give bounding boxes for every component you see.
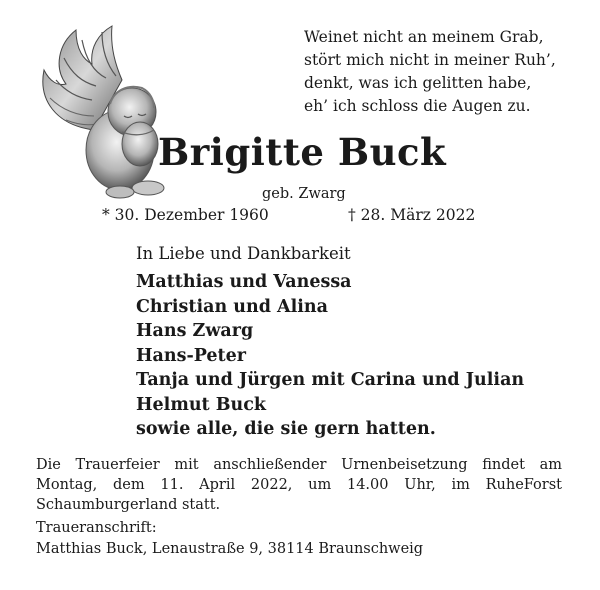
poem: [304, 26, 584, 118]
mourners-list: [136, 270, 524, 442]
mourner-entry: Helmut Buck: [136, 394, 267, 415]
funeral-notice: Die Trauerfeier mit anschließender Urnenbeisetzung findet am Montag, dem 11. April 2022, um 14.00 Uhr, im RuheForst Schaumburgerland statt.: [36, 457, 562, 513]
poem-line: stört mich nicht in meiner Ruh’,: [304, 51, 556, 69]
sleeping-angel-icon: [36, 20, 168, 210]
mourner-entry: Hans-Peter: [136, 345, 246, 366]
birth-name: geb. Zwarg: [262, 186, 346, 202]
mourner-entry: Christian und Alina: [136, 296, 328, 317]
mourner-entry: Hans Zwarg: [136, 321, 254, 341]
birth-date: * 30. Dezember 1960: [102, 206, 269, 224]
mourning-address: Matthias Buck, Lenaustraße 9, 38114 Braunschweig: [36, 541, 424, 557]
poem-line: eh’ ich schloss die Augen zu.: [304, 97, 531, 115]
dedication: In Liebe und Dankbarkeit: [136, 244, 351, 263]
mourner-entry: Tanja und Jürgen mit Carina und Julian: [136, 370, 525, 390]
deceased-name: Brigitte Buck: [158, 130, 447, 174]
poem-line: denkt, was ich gelitten habe,: [304, 74, 532, 92]
mourner-entry: Matthias und Vanessa: [136, 272, 352, 292]
address-label: Traueranschrift:: [36, 520, 157, 536]
mourner-entry: sowie alle, die sie gern hatten.: [136, 419, 436, 439]
poem-line: Weinet nicht an meinem Grab,: [304, 28, 544, 46]
death-date: † 28. März 2022: [348, 206, 476, 224]
